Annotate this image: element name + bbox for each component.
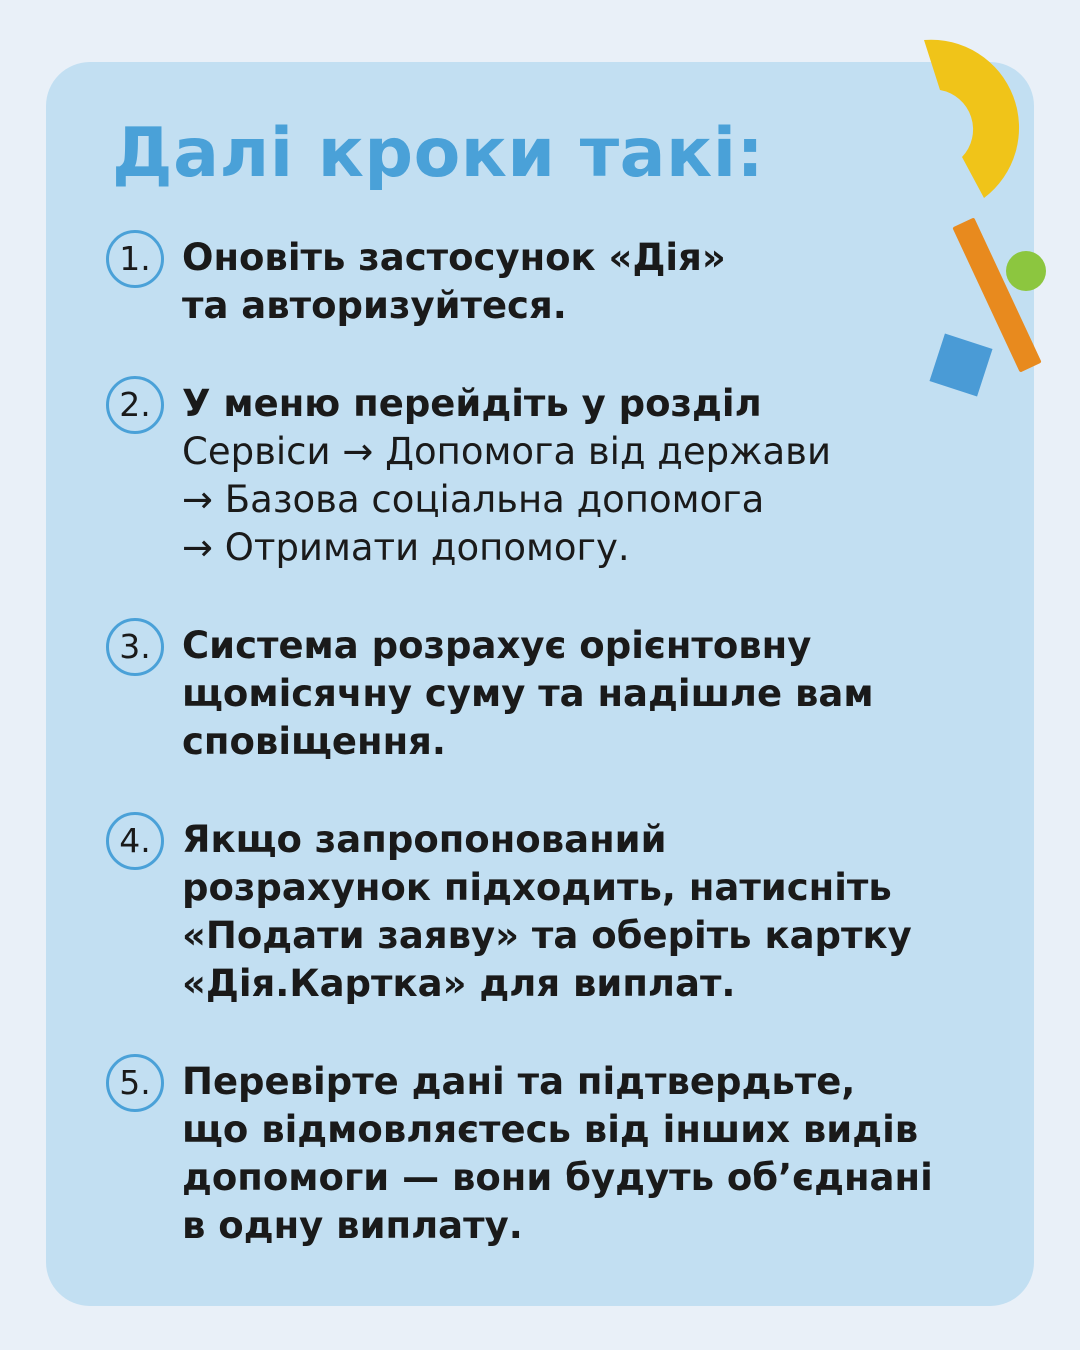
step-line: допомоги — вони будуть об’єднані: [182, 1156, 933, 1199]
step-line: що відмовляєтесь від інших видів: [182, 1108, 919, 1151]
step-line: У меню перейдіть у розділ: [182, 382, 762, 425]
yellow-arc-shape: [924, 40, 1019, 198]
step-line: «Дія.Картка» для виплат.: [182, 962, 736, 1005]
step-line: розрахунок підходить, натисніть: [182, 866, 892, 909]
step-number-badge: 2.: [106, 376, 164, 434]
blue-square-shape: [929, 333, 992, 396]
step-number-badge: 5.: [106, 1054, 164, 1112]
step-line: Оновіть застосунок «Дія»: [182, 236, 726, 279]
step-number-badge: 3.: [106, 618, 164, 676]
green-dot-shape: [1006, 251, 1046, 291]
step-line: → Базова соціальна допомога: [182, 478, 765, 521]
decorative-shapes: [900, 20, 1070, 400]
page-title: Далі кроки такі:: [112, 114, 765, 193]
step-line: «Подати заяву» та оберіть картку: [182, 914, 912, 957]
step-line: щомісячну суму та надішле вам: [182, 672, 874, 715]
step-line: та авторизуйтеся.: [182, 284, 567, 327]
step-text: [182, 622, 982, 766]
step-line: Система розрахує орієнтовну: [182, 624, 812, 667]
step-line: сповіщення.: [182, 720, 446, 763]
step-text: [182, 816, 982, 1008]
step-line: Сервіси → Допомога від держави: [182, 430, 831, 473]
step-text: [182, 234, 982, 330]
step-number-badge: 1.: [106, 230, 164, 288]
step-line: Якщо запропонований: [182, 818, 667, 861]
step-line: Перевірте дані та підтвердьте,: [182, 1060, 856, 1103]
step-text: [182, 380, 982, 572]
step-line: → Отримати допомогу.: [182, 526, 630, 569]
step-line: в одну виплату.: [182, 1204, 523, 1247]
step-text: [182, 1058, 982, 1250]
step-number-badge: 4.: [106, 812, 164, 870]
